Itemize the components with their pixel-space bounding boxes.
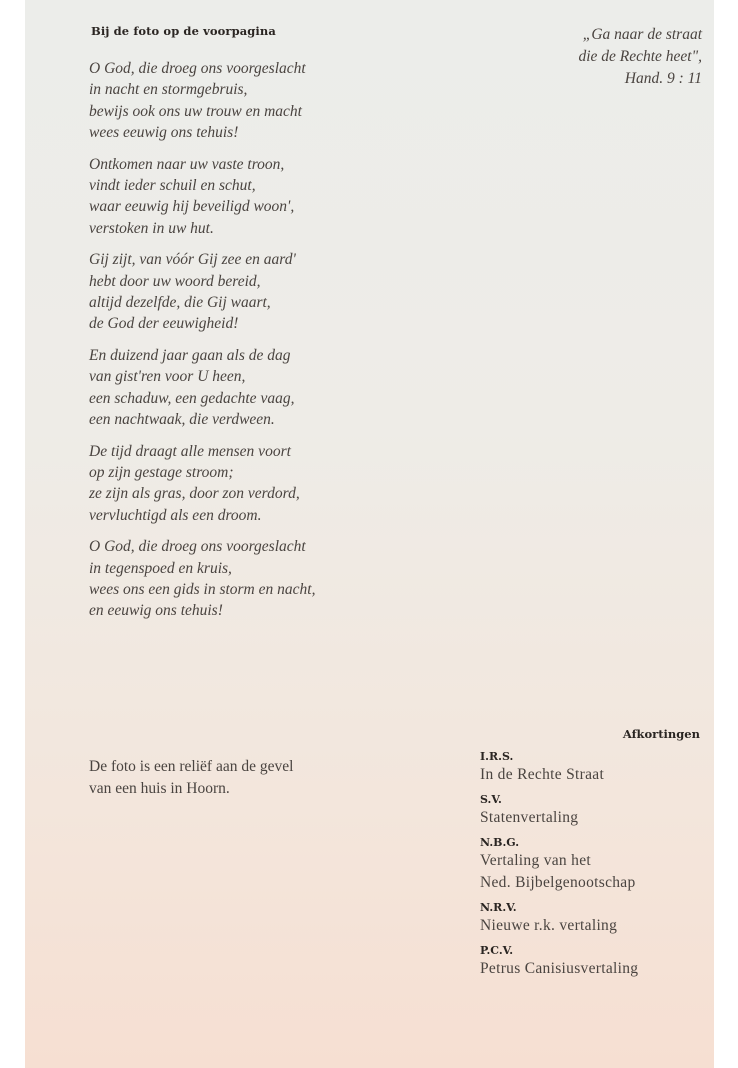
caption-line: van een huis in Hoorn. <box>89 780 230 797</box>
poem-line: ze zijn als gras, door zon verdord, <box>89 485 300 503</box>
stanza-5 <box>89 441 409 527</box>
poem-line: vervluchtigd als een droom. <box>89 506 262 524</box>
abbreviation-key: P.C.V. <box>480 944 514 957</box>
poem-line: Gij zijt, van vóór Gij zee en aard' <box>89 251 296 269</box>
bible-quote <box>578 24 702 90</box>
photo-heading: Bij de foto op de voorpagina <box>91 24 276 38</box>
abbreviation-item <box>480 750 710 786</box>
poem <box>89 58 409 632</box>
poem-line: wees ons een gids in storm en nacht, <box>89 580 316 598</box>
poem-line: wees eeuwig ons tehuis! <box>89 124 239 142</box>
poem-line: de God der eeuwigheid! <box>89 315 239 333</box>
abbreviation-value: Statenvertaling <box>480 809 579 826</box>
abbreviation-value: Vertaling van het <box>480 852 591 869</box>
abbreviations-heading: Afkortingen <box>622 727 700 741</box>
poem-line: De tijd draagt alle mensen voort <box>89 442 291 460</box>
poem-line: bewijs ook ons uw trouw en macht <box>89 102 302 120</box>
poem-line: en eeuwig ons tehuis! <box>89 602 223 620</box>
quote-reference: Hand. 9 : 11 <box>624 70 702 87</box>
abbreviation-item <box>480 793 710 829</box>
poem-line: in nacht en stormgebruis, <box>89 81 248 99</box>
abbreviation-value: In de Rechte Straat <box>480 766 605 783</box>
abbreviations-list <box>480 750 710 987</box>
stanza-1 <box>89 58 409 144</box>
abbreviation-value: Nieuwe r.k. vertaling <box>480 917 618 934</box>
caption-line: De foto is een reliëf aan de gevel <box>89 758 294 775</box>
poem-line: vindt ieder schuil en schut, <box>89 177 256 195</box>
abbreviation-key: N.R.V. <box>480 901 517 914</box>
page <box>25 0 714 1068</box>
poem-line: verstoken in uw hut. <box>89 219 214 237</box>
poem-line: waar eeuwig hij beveiligd woon', <box>89 198 295 216</box>
abbreviation-item <box>480 944 710 980</box>
abbreviation-key: N.B.G. <box>480 836 520 849</box>
poem-line: op zijn gestage stroom; <box>89 463 234 481</box>
poem-line: En duizend jaar gaan als de dag <box>89 346 291 364</box>
abbreviation-key: I.R.S. <box>480 750 514 763</box>
poem-line: O God, die droeg ons voorgeslacht <box>89 538 306 556</box>
poem-line: O God, die droeg ons voorgeslacht <box>89 60 306 77</box>
stanza-6 <box>89 536 409 622</box>
poem-line: een schaduw, een gedachte vaag, <box>89 389 295 407</box>
stanza-3 <box>89 249 409 335</box>
abbreviation-item <box>480 901 710 937</box>
abbreviation-value: Ned. Bijbelgenootschap <box>480 874 636 891</box>
stanza-4 <box>89 345 409 431</box>
quote-line: „Ga naar de straat <box>582 26 702 43</box>
abbreviation-value: Petrus Canisiusvertaling <box>480 960 639 977</box>
poem-line: Ontkomen naar uw vaste troon, <box>89 155 285 173</box>
poem-line: altijd dezelfde, die Gij waart, <box>89 294 271 312</box>
poem-line: in tegenspoed en kruis, <box>89 559 232 577</box>
poem-line: een nachtwaak, die verdween. <box>89 411 275 429</box>
stanza-2 <box>89 154 409 240</box>
poem-line: hebt door uw woord bereid, <box>89 272 261 290</box>
poem-line: van gist'ren voor U heen, <box>89 368 246 386</box>
abbreviation-item <box>480 836 710 894</box>
photo-caption <box>89 756 389 800</box>
abbreviation-key: S.V. <box>480 793 502 806</box>
quote-line: die de Rechte heet", <box>578 48 702 65</box>
